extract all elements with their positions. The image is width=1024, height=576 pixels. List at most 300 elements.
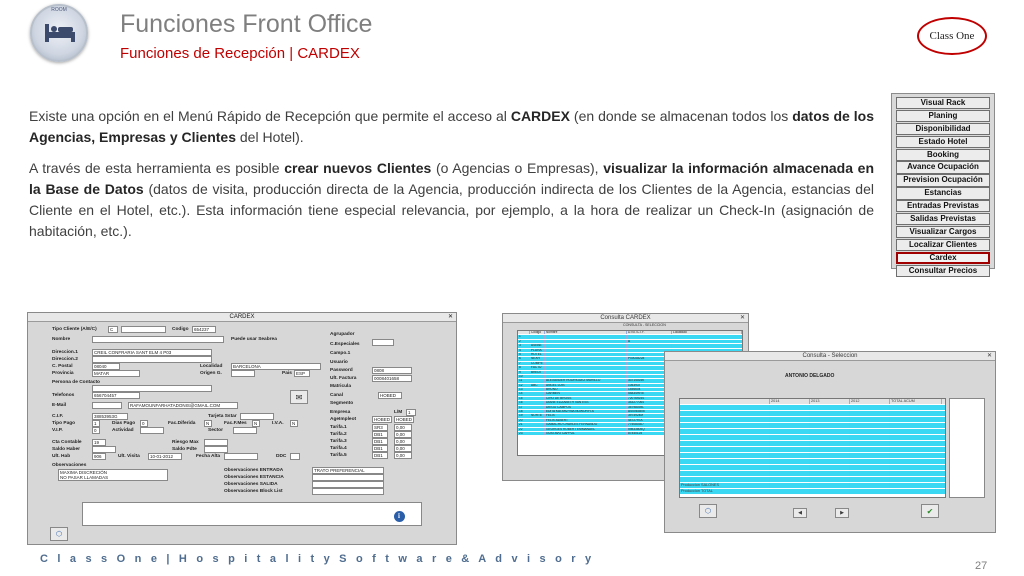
password-input[interactable]: 0808 <box>372 367 412 374</box>
label-direccion2: Direccion.2 <box>52 357 78 362</box>
fac-diferida-input[interactable]: N <box>204 420 212 427</box>
cardex-titlebar: CARDEX ✕ <box>28 313 456 322</box>
label-campo1: Campo.1 <box>330 351 351 356</box>
table-cell: 16 <box>518 401 530 404</box>
table-cell: 72076924S <box>627 397 672 400</box>
table-cell: TOTAL ACUM <box>890 399 942 404</box>
table-cell: 19 <box>518 414 530 417</box>
table-cell <box>850 489 890 494</box>
table-cell <box>770 453 810 458</box>
table-cell: 54834997E <box>627 392 672 395</box>
table-cell: 21 <box>518 423 530 426</box>
client-name: ANTONIO DELGADO <box>785 373 835 379</box>
table-cell <box>810 405 850 410</box>
label-saldo-pdte: Saldo Pdte <box>172 447 197 452</box>
table-cell: 7 <box>518 362 530 365</box>
table-cell: FELIX <box>545 414 627 417</box>
table-cell <box>810 489 850 494</box>
table-cell <box>530 397 545 400</box>
table-cell <box>680 423 770 428</box>
table-cell <box>890 489 942 494</box>
table-cell <box>850 411 890 416</box>
table-cell: COMPE <box>530 362 545 365</box>
table-cell: 20 <box>518 419 530 422</box>
ult-hab-input[interactable]: 906 <box>92 453 106 460</box>
dias-pago-input[interactable]: 0 <box>140 420 148 427</box>
fecha-alta-input[interactable] <box>224 453 258 460</box>
label-tarjeta: Tarjeta Sstar <box>208 414 237 419</box>
table-cell <box>680 465 770 470</box>
label-ult-hab: Ult. Hab <box>52 454 71 459</box>
room-logo <box>30 4 88 62</box>
next-button[interactable] <box>835 508 849 518</box>
table-cell: 4 <box>518 349 530 352</box>
table-cell <box>810 429 850 434</box>
table-cell <box>770 411 810 416</box>
table-cell: ASEBE <box>530 344 545 347</box>
table-cell: 343277064 <box>627 401 672 404</box>
menu-planing[interactable]: Planing <box>896 110 990 122</box>
table-cell: D.N.I./C.I.F. <box>627 331 672 334</box>
menu-estado-hotel[interactable]: Estado Hotel <box>896 136 990 148</box>
table-cell <box>810 417 850 422</box>
mail-icon: ✉ <box>295 392 303 402</box>
table-cell <box>890 429 942 434</box>
tarjeta-input[interactable] <box>240 413 274 420</box>
tarifa3-code[interactable]: DB1 <box>372 438 388 445</box>
label-agemapleot: AgeImpleot <box>330 417 357 422</box>
label-observaciones: Observaciones <box>52 463 87 468</box>
lm-input[interactable]: 1 <box>406 409 416 416</box>
actividad-input[interactable] <box>140 427 164 434</box>
persona-contacto-input[interactable] <box>92 385 212 392</box>
tarifa4-code[interactable]: DB1 <box>372 445 388 452</box>
cardex-logo-button[interactable] <box>50 527 68 541</box>
table-cell <box>810 483 850 488</box>
label-nombre: Nombre <box>52 337 71 342</box>
table-cell <box>770 423 810 428</box>
table-cell: 17 <box>518 406 530 409</box>
ult-visita-input[interactable]: 10-01-2012 <box>148 453 182 460</box>
menu-salidas-previstas[interactable]: Salidas Previstas <box>896 213 990 225</box>
table-cell <box>890 477 942 482</box>
table-cell <box>545 340 627 343</box>
observaciones-textarea[interactable]: MAXIMA DISCRECIÓN NO PASAR LLAMADAS <box>58 469 168 481</box>
table-cell <box>530 392 545 395</box>
obs-entrada-input[interactable]: TRATO PREFERENCIAL <box>312 467 384 474</box>
origen-input[interactable] <box>231 370 255 377</box>
table-cell: 3 <box>518 344 530 347</box>
consulta-cardex-titlebar: Consulta CARDEX ✕ <box>503 314 748 323</box>
ddc-input[interactable] <box>290 453 300 460</box>
label-puede-usar: Puede usar Seabrea <box>231 337 277 342</box>
label-sector: Sector <box>208 428 223 433</box>
tarifa2-value[interactable]: 0,00 <box>394 431 412 438</box>
menu-disponibilidad[interactable]: Disponibilidad <box>896 123 990 135</box>
table-cell: AS0063505 <box>627 410 672 413</box>
tipo-cliente-select[interactable] <box>121 326 166 333</box>
table-cell: 23 <box>518 432 530 435</box>
table-cell <box>850 423 890 428</box>
label-tipo-cliente: Tipo Cliente (A/E/C) <box>52 327 97 332</box>
close-icon[interactable]: ✕ <box>986 353 992 359</box>
table-cell <box>810 423 850 428</box>
tipo-pago-input[interactable]: 1 <box>92 420 100 427</box>
provincia-input[interactable]: MATAR <box>92 370 140 377</box>
table-cell <box>672 340 742 343</box>
table-cell <box>680 399 770 404</box>
table-cell <box>770 447 810 452</box>
table-cell <box>850 405 890 410</box>
label-canal: Canal <box>330 393 344 398</box>
brand-mini-icon: ⬡ <box>704 508 712 515</box>
label-origen: Origen G. <box>200 371 222 376</box>
table-cell <box>850 477 890 482</box>
table-cell <box>530 410 545 413</box>
table-cell: 2014 <box>770 399 810 404</box>
menu-avance-ocupacion[interactable]: Avance Ocupación <box>896 161 990 173</box>
menu-consultar-precios[interactable]: Consultar Precios <box>896 265 990 277</box>
c-postal-input[interactable]: 08040 <box>92 363 120 370</box>
label-localidad: Localidad <box>200 364 223 369</box>
obs-block-input[interactable] <box>312 488 384 495</box>
tarifa3-value[interactable]: 0,00 <box>394 438 412 445</box>
table-cell <box>545 353 627 356</box>
label-email: E-Mail <box>52 403 67 408</box>
chevron-right-icon: ▶ <box>840 510 844 516</box>
table-cell <box>680 453 770 458</box>
table-cell <box>680 459 770 464</box>
nombre-input[interactable] <box>92 336 224 343</box>
table-cell <box>545 344 627 347</box>
table-cell: A <box>627 340 672 343</box>
ult-factura-input[interactable]: 0008401658 <box>372 375 412 382</box>
table-cell: 14 <box>518 392 530 395</box>
table-cell <box>770 483 810 488</box>
table-cell <box>810 465 850 470</box>
saldo-haber-input[interactable] <box>92 446 116 453</box>
brand-mini-icon: ⬡ <box>55 531 63 538</box>
table-cell <box>770 435 810 440</box>
table-cell <box>680 435 770 440</box>
label-c-especiales: C.Especiales <box>330 342 360 347</box>
table-cell <box>890 435 942 440</box>
table-cell <box>530 340 545 343</box>
label-direccion1: Direccion.1 <box>52 350 78 355</box>
table-cell <box>890 411 942 416</box>
table-cell <box>627 344 672 347</box>
menu-entradas-previstas[interactable]: Entradas Previstas <box>896 200 990 212</box>
label-actividad: Actividad <box>112 428 134 433</box>
notes-textarea[interactable] <box>82 502 422 526</box>
direccion1-input[interactable]: CREIL CONFRARIA SANT ELM 4 P03 <box>92 349 212 356</box>
consulta-seleccion-titlebar: Consulta - Seleccion ✕ <box>665 352 995 361</box>
table-cell <box>770 489 810 494</box>
table-cell <box>672 335 742 338</box>
agemapleot-input[interactable]: HOBED <box>374 417 391 422</box>
table-cell <box>770 471 810 476</box>
agemapleot2-input[interactable]: HOBED <box>396 417 413 422</box>
label-tarifa2: Tarifa.2 <box>330 432 347 437</box>
label-lm: L/M <box>394 410 403 415</box>
riesgo-max-input[interactable] <box>204 439 228 446</box>
label-provincia: Provincia <box>52 371 74 376</box>
logo-button[interactable] <box>699 504 717 518</box>
consulta-seleccion-grid <box>679 398 946 498</box>
localidad-input[interactable]: BARCELONA <box>231 363 321 370</box>
label-obs-block: Observaciones Block List <box>224 489 283 494</box>
table-cell <box>530 375 545 378</box>
table-cell <box>545 366 627 369</box>
check-icon: ✔ <box>926 506 934 516</box>
table-cell: 5 <box>518 353 530 356</box>
menu-localizar-clientes[interactable]: Localizar Clientes <box>896 239 990 251</box>
label-usuario: Usuario <box>330 360 348 365</box>
direccion2-input[interactable] <box>92 356 212 363</box>
table-cell: PLURA <box>530 349 545 352</box>
tarifa2-code[interactable]: DB1 <box>372 431 388 438</box>
table-cell: 1 <box>518 335 530 338</box>
tarifa1-code[interactable]: SR3 <box>372 424 388 431</box>
tarifa4-value[interactable]: 0,00 <box>394 445 412 452</box>
page-number: 27 <box>975 560 988 572</box>
table-cell: Produccion TOTAL <box>680 489 770 494</box>
accept-button[interactable] <box>921 504 939 518</box>
table-cell: CIRO DE BROSS <box>545 397 627 400</box>
tarifa5-code[interactable]: DB1 <box>372 452 388 459</box>
table-cell <box>530 406 545 409</box>
label-riesgo-max: Riesgo Max <box>172 440 199 445</box>
label-saldo-haber: Saldo Haber <box>52 447 80 452</box>
table-cell <box>850 483 890 488</box>
table-cell <box>890 471 942 476</box>
sector-input[interactable] <box>233 427 257 434</box>
table-cell <box>545 375 627 378</box>
cta-contable-input[interactable]: 19 <box>92 439 106 446</box>
label-pais: Pais <box>282 371 292 376</box>
table-cell <box>545 357 627 360</box>
table-cell: 8 <box>518 366 530 369</box>
table-cell: 33714024K <box>627 379 672 382</box>
label-segmento: Segmento <box>330 401 354 406</box>
bed-icon <box>43 18 77 48</box>
table-cell <box>890 405 942 410</box>
vip-input[interactable]: 0 <box>92 427 100 434</box>
table-cell <box>850 459 890 464</box>
label-ddc: DDC <box>276 454 287 459</box>
brand-logo: Class One <box>917 17 987 55</box>
menu-booking[interactable]: Booking <box>896 149 990 161</box>
table-cell: 11 <box>518 379 530 382</box>
prev-button[interactable] <box>793 508 807 518</box>
table-cell <box>672 344 742 347</box>
table-cell <box>810 453 850 458</box>
telefonos-input[interactable]: 656704457 <box>92 392 140 399</box>
fac-fmes-input[interactable]: N <box>252 420 260 427</box>
table-cell <box>770 465 810 470</box>
menu-cardex[interactable]: Cardex <box>896 252 990 264</box>
label-c-postal: C. Postal <box>52 364 73 369</box>
table-cell: Localidad <box>672 331 742 334</box>
table-cell: 22 <box>518 428 530 431</box>
label-codigo: Codigo <box>172 327 189 332</box>
c-especiales-input[interactable] <box>372 339 394 346</box>
label-ult-factura: Ult. Factura <box>330 376 357 381</box>
table-cell: GAMACHO CHARLES FERNANDO <box>545 423 627 426</box>
label-telefonos: Telefonos <box>52 393 75 398</box>
label-tarifa5: Tarifa.5 <box>330 453 347 458</box>
obs-estancia-input[interactable] <box>312 474 384 481</box>
table-cell <box>770 405 810 410</box>
menu-prevision-ocupacion[interactable]: Prevision Ocupación <box>896 174 990 186</box>
table-cell: P00028228 <box>627 357 672 360</box>
table-cell <box>890 417 942 422</box>
table-cell: 1456604 <box>627 388 672 391</box>
label-tarifa1: Tarifa.1 <box>330 425 347 430</box>
table-row[interactable] <box>680 489 945 495</box>
codigo-input[interactable]: 654237 <box>192 326 216 333</box>
table-cell: 59833805Q <box>627 428 672 431</box>
label-obs-entrada: Observaciones ENTRADA <box>224 468 284 473</box>
logo-text: ROOM <box>51 7 67 13</box>
table-cell <box>530 335 545 338</box>
label-obs-salida: Observaciones SALIDA <box>224 482 278 487</box>
menu-estancias[interactable]: Estancias <box>896 187 990 199</box>
table-cell: Nombre <box>545 331 627 334</box>
menu-visualizar-cargos[interactable]: Visualizar Cargos <box>896 226 990 238</box>
table-cell <box>680 411 770 416</box>
table-cell: 12 <box>518 384 530 387</box>
table-cell <box>810 411 850 416</box>
table-cell <box>545 335 627 338</box>
consulta-seleccion-window <box>664 351 996 533</box>
side-panel <box>949 398 985 498</box>
table-cell <box>850 447 890 452</box>
table-cell <box>530 401 545 404</box>
table-cell: 4472797A <box>627 419 672 422</box>
table-cell <box>770 441 810 446</box>
table-cell <box>850 465 890 470</box>
table-cell: 10 <box>518 375 530 378</box>
table-cell <box>545 362 627 365</box>
tipo-cliente-input[interactable]: C <box>108 326 118 333</box>
saldo-pdte-input[interactable] <box>204 446 228 453</box>
table-cell <box>545 349 627 352</box>
table-cell: 35798039L <box>627 406 672 409</box>
table-cell: 6 <box>518 357 530 360</box>
table-cell <box>810 447 850 452</box>
chevron-left-icon: ◀ <box>798 510 802 516</box>
cif-input[interactable]: 38853953G <box>92 413 128 420</box>
table-cell <box>518 331 530 334</box>
table-cell <box>680 477 770 482</box>
tarifa1-value[interactable]: 0,00 <box>394 424 412 431</box>
table-cell <box>770 459 810 464</box>
table-cell <box>530 423 545 426</box>
label-ult-visita: Ult. Visita <box>118 454 140 459</box>
iva-input[interactable]: N <box>290 420 298 427</box>
email-send-button[interactable] <box>290 390 308 404</box>
table-cell <box>530 419 545 422</box>
table-cell <box>770 417 810 422</box>
label-cif: C.I.F. <box>52 414 64 419</box>
table-cell: Codigo <box>530 331 545 334</box>
table-cell: HOTEL <box>530 353 545 356</box>
table-cell <box>627 335 672 338</box>
table-cell: 2 <box>518 340 530 343</box>
table-cell: NORTE <box>530 414 545 417</box>
close-icon[interactable]: ✕ <box>447 314 453 320</box>
table-cell <box>850 471 890 476</box>
label-tipo-pago: Tipo Pago <box>52 421 76 426</box>
table-cell: 3974924M <box>627 414 672 417</box>
table-cell: GEORGES ROBERT EMMANUEL <box>545 428 627 431</box>
body-text <box>29 106 874 252</box>
table-cell <box>890 441 942 446</box>
table-cell: 15 <box>518 397 530 400</box>
table-cell <box>530 388 545 391</box>
table-cell <box>680 447 770 452</box>
table-cell <box>850 417 890 422</box>
obs-salida-input[interactable] <box>312 481 384 488</box>
table-cell: FELIX ALBERT <box>545 419 627 422</box>
menu-visual-rack[interactable]: Visual Rack <box>896 97 990 109</box>
page-subtitle: Funciones de Recepción | CARDEX <box>120 45 360 62</box>
table-cell: DIEGO CAMPOS <box>545 406 627 409</box>
table-cell <box>770 429 810 434</box>
table-cell: GUSTAVO CAPPUL <box>545 432 627 435</box>
table-cell <box>850 429 890 434</box>
table-cell <box>545 371 627 374</box>
quick-menu <box>891 93 995 275</box>
table-cell: 2012 <box>850 399 890 404</box>
consulta-caption: CONSULTA - SELECCION <box>623 323 666 327</box>
table-cell: ABC <box>530 384 545 387</box>
table-cell <box>530 428 545 431</box>
paragraph-2: A través de esta herramienta es posible crear nuevos Clientes (o Agencias o Empresas), visualizar la información almacenada en la Base de Datos (datos de visita, producción directa de la Agencia, producción indirecta de los Clientes de la Agencia, estancias del Cliente en el Hotel, etc.). Esta información tiene especial relevancia, por ejemplo, a la hora de realizar un Check-In (asignación de habitación, etc.). <box>29 160 875 239</box>
table-cell: EDITA KATARZYNA NOWORYTA <box>545 410 627 413</box>
table-cell: Produccion SALONES <box>680 483 770 488</box>
table-cell: ANGEL LUIS <box>545 384 627 387</box>
table-cell <box>810 459 850 464</box>
label-persona-contacto: Persona de Contacto <box>52 380 100 385</box>
table-cell: 105393T <box>627 384 672 387</box>
page-title: Funciones Front Office <box>120 10 373 38</box>
paragraph-1: Existe una opción en el Menú Rápido de Recepción que permite el acceso al CARDEX (en donde se almacenan todos los datos de los Agencias, Empresas y Clientes del Hotel). <box>29 108 875 145</box>
footer-brand: C l a s s O n e | H o s p i t a l i t y S o f t w a r e & A d v i s o r y <box>40 553 595 565</box>
table-cell <box>680 405 770 410</box>
table-cell: ALEXANDER RODRIGUEZ MURILLO <box>545 379 627 382</box>
table-cell: BREDI <box>530 371 545 374</box>
table-cell: FACTU <box>530 366 545 369</box>
table-cell: 87440125 <box>627 432 672 435</box>
table-cell: NEXH <box>530 357 545 360</box>
label-empresa: Empresa <box>330 410 351 415</box>
label-agrupador: Agrupador <box>330 332 355 337</box>
email-input[interactable]: RAFAMOUNFARHATADONIS@GMAIL.COM <box>128 402 238 409</box>
tarifa5-value[interactable]: 0,00 <box>394 452 412 459</box>
table-cell: 775080307 <box>627 423 672 426</box>
canal-input[interactable]: HOBED <box>378 392 402 399</box>
close-icon[interactable]: ✕ <box>739 315 745 321</box>
table-cell: DIANE ELIZABETH VAN ESS <box>545 401 627 404</box>
pais-input[interactable]: ESP <box>294 370 310 377</box>
info-button[interactable] <box>390 509 408 523</box>
table-cell: 9 <box>518 371 530 374</box>
email-prefix-input[interactable] <box>92 402 122 409</box>
table-cell <box>850 453 890 458</box>
table-cell <box>810 477 850 482</box>
